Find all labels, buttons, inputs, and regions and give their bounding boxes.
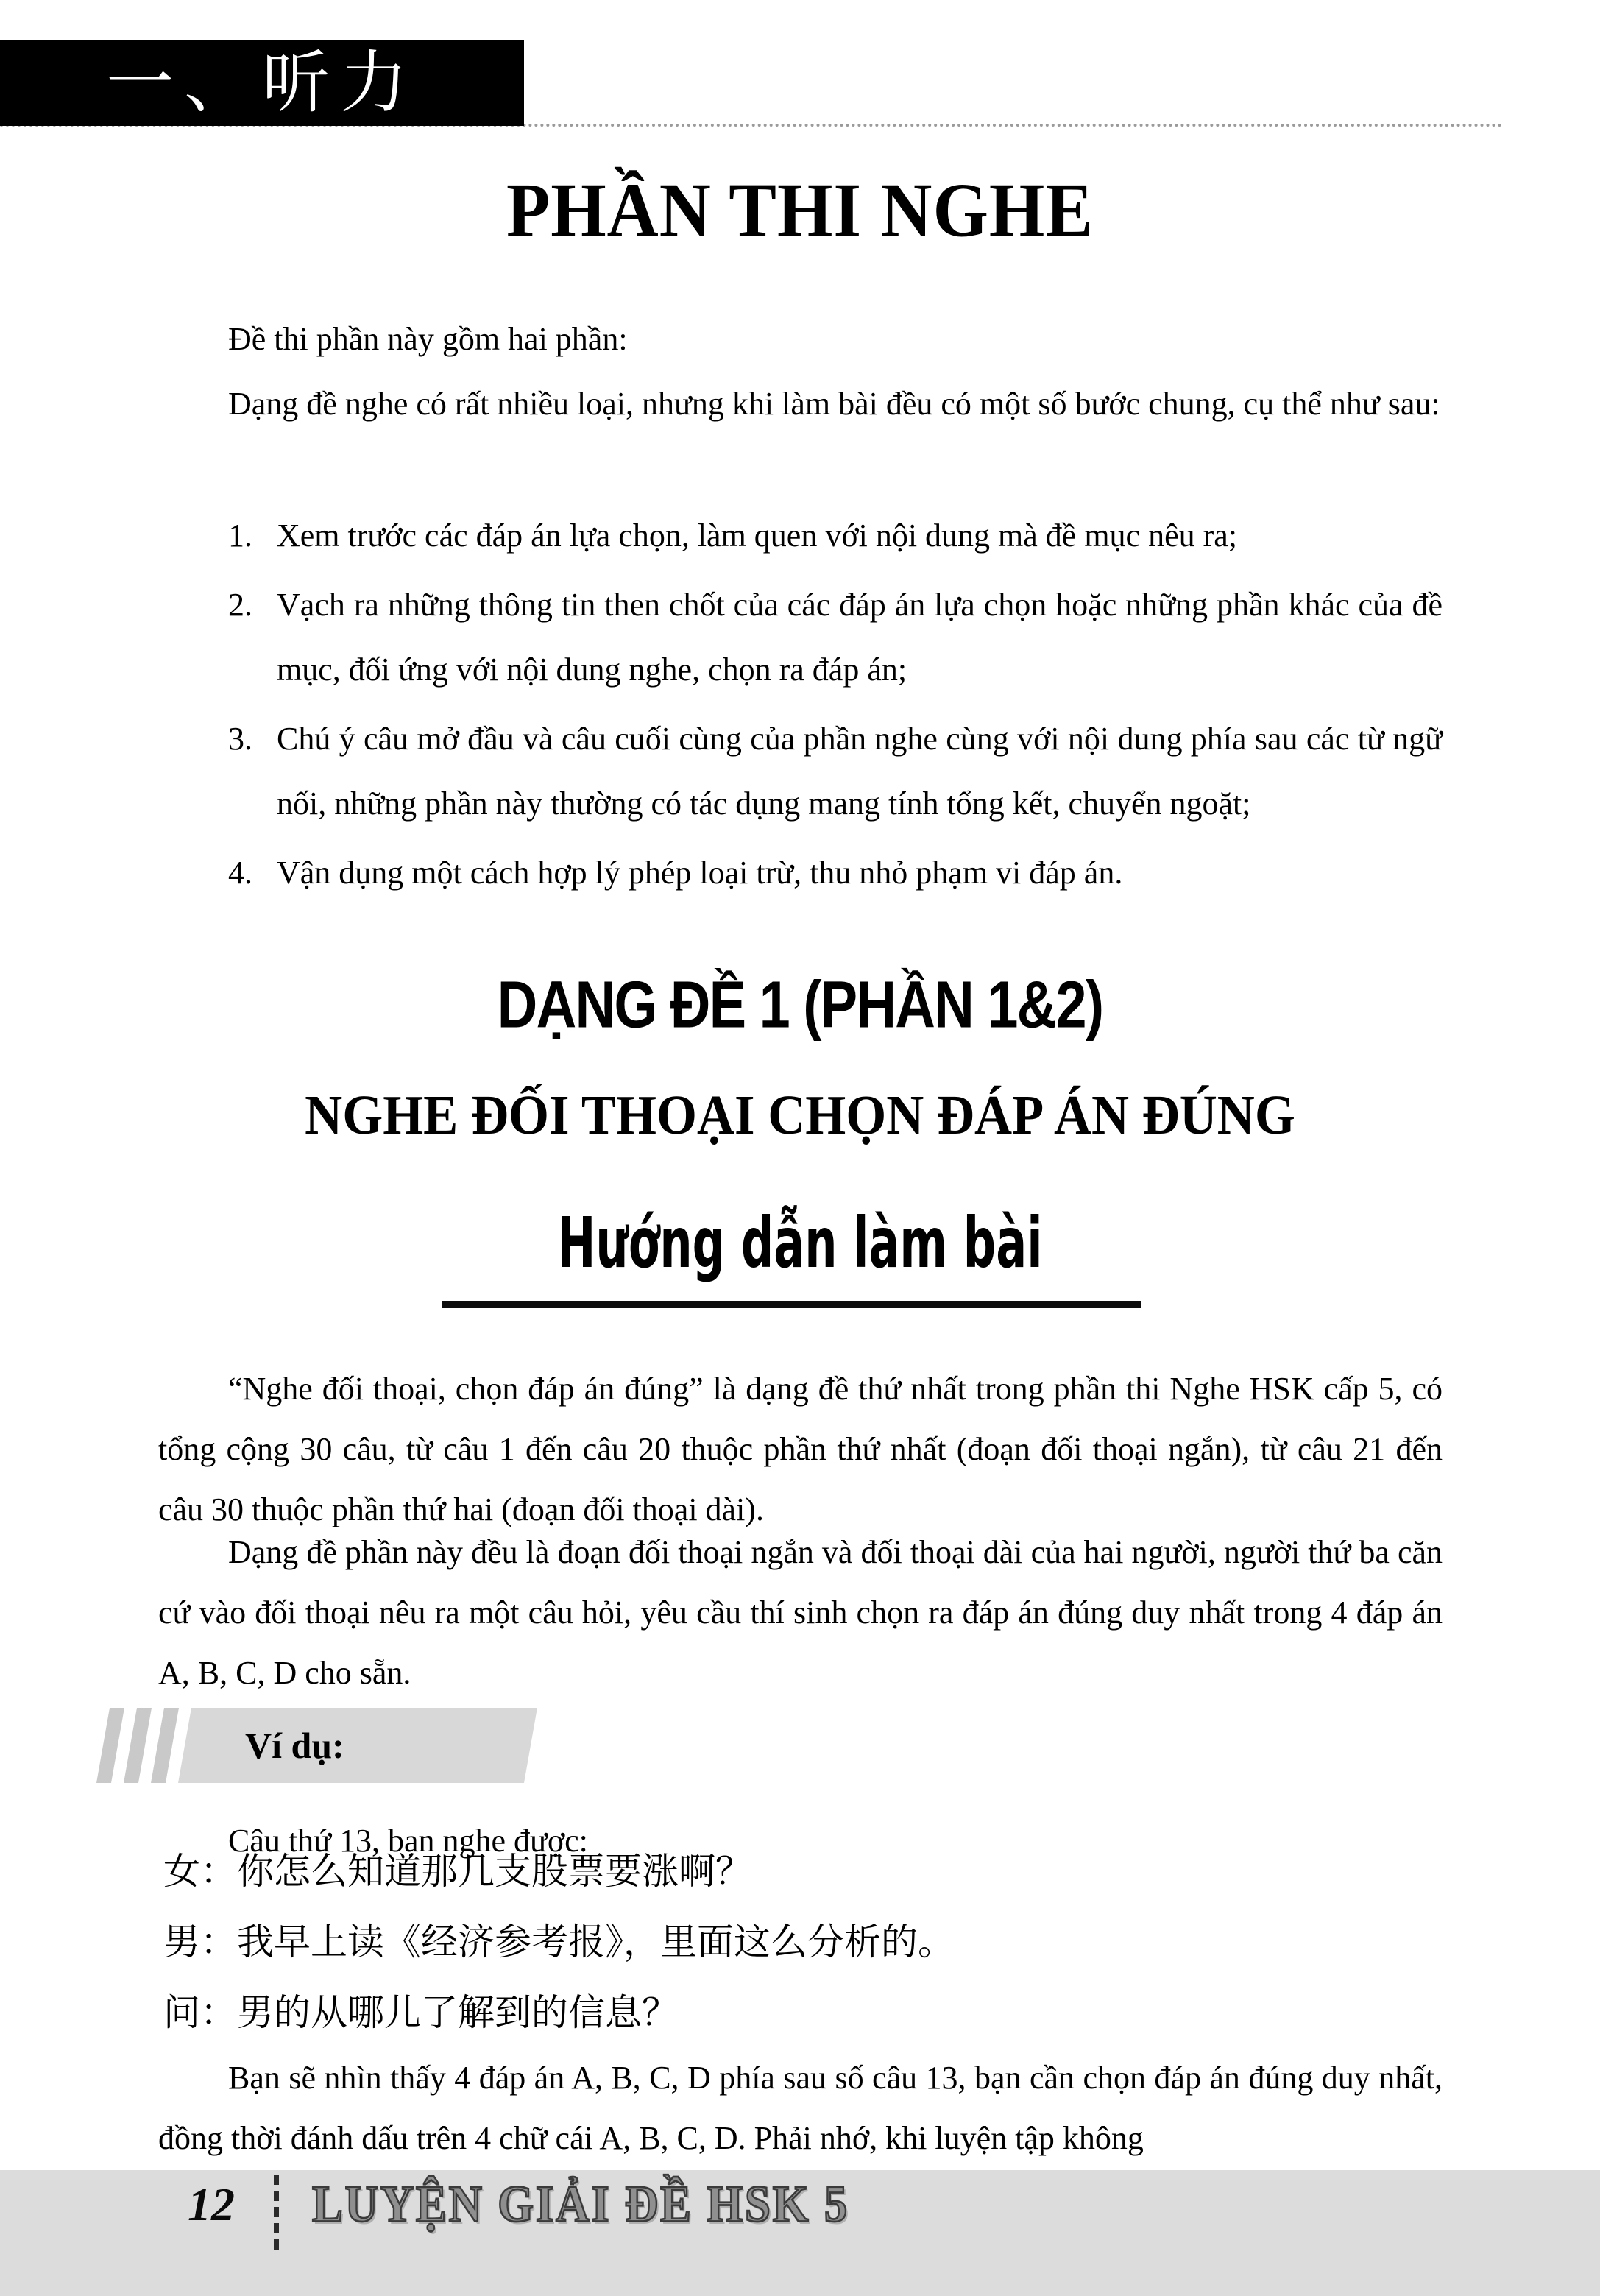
badge-stripe-icon bbox=[96, 1708, 124, 1783]
page-footer bbox=[0, 2170, 1600, 2296]
list-item-number: 3. bbox=[228, 721, 252, 757]
list-item bbox=[228, 707, 1443, 836]
subheading-huong-dan: Hướng dẫn làm bài bbox=[557, 1202, 1043, 1285]
list-item bbox=[228, 504, 1443, 568]
example-lead: Câu thứ 13, bạn nghe được: bbox=[228, 1823, 588, 1859]
example-badge bbox=[103, 1708, 531, 1783]
section-heading-nghe-doi-thoai: NGHE ĐỐI THOẠI CHỌN ĐÁP ÁN ĐÚNG bbox=[305, 1084, 1295, 1146]
intro-paragraph-1: Đề thi phần này gồm hai phần: bbox=[228, 321, 628, 357]
example-after-paragraph: Bạn sẽ nhìn thấy 4 đáp án A, B, C, D phía sau số câu 13, bạn cần chọn đáp án đúng duy nhất, đồng thời đánh dấu trên 4 chữ cái A, B, C, D. Phải nhớ, khi luyện tập không bbox=[158, 2060, 1443, 2156]
page-title: PHẦN THI NGHE bbox=[506, 167, 1094, 253]
example-dialogue bbox=[163, 1836, 1448, 2048]
dialogue-line-question: 问：男的从哪儿了解到的信息？ bbox=[163, 1991, 679, 2034]
intro-paragraph-2: Dạng đề nghe có rất nhiều loại, nhưng khi làm bài đều có một số bước chung, cụ thể như sau: bbox=[228, 386, 1440, 422]
list-item-number: 2. bbox=[228, 587, 252, 623]
footer-dotted-divider bbox=[274, 2175, 279, 2250]
listening-steps-list bbox=[228, 504, 1443, 910]
dialogue-line-man: 男：我早上读《经济参考报》，里面这么分析的。 bbox=[163, 1921, 955, 1963]
page-number: 12 bbox=[188, 2178, 235, 2230]
list-item-text: Chú ý câu mở đầu và câu cuối cùng của phần nghe cùng với nội dung phía sau các từ ngữ nối, những phần này thường có tác dụng mang tính tổng kết, chuyển ngoặt; bbox=[277, 721, 1443, 822]
list-item-text: Xem trước các đáp án lựa chọn, làm quen với nội dung mà đề mục nêu ra; bbox=[277, 518, 1238, 554]
chapter-title: 一、听力 bbox=[105, 43, 418, 122]
dialogue-line-woman: 女：你怎么知道那几支股票要涨啊？ bbox=[163, 1850, 752, 1893]
list-item-text: Vạch ra những thông tin then chốt của các đáp án lựa chọn hoặc những phần khác của đề mục, đối ứng với nội dung nghe, chọn ra đáp án; bbox=[277, 587, 1443, 688]
section-heading-dang-de: DẠNG ĐỀ 1 (PHẦN 1&2) bbox=[497, 967, 1103, 1042]
subheading-underline bbox=[442, 1301, 1141, 1308]
chapter-header-bar bbox=[0, 40, 524, 126]
badge-label: Ví dụ: bbox=[245, 1725, 344, 1766]
section-paragraph-1: “Nghe đối thoại, chọn đáp án đúng” là dạng đề thứ nhất trong phần thi Nghe HSK cấp 5, có tổng cộng 30 câu, từ câu 1 đến câu 20 thuộc phần thứ nhất (đoạn đối thoại ngắn), từ câu 21 đến câu 30 thuộc phần thứ hai (đoạn đối thoại dài). bbox=[158, 1371, 1443, 1527]
list-item bbox=[228, 841, 1443, 905]
badge-box bbox=[178, 1708, 537, 1783]
list-item-number: 4. bbox=[228, 855, 252, 891]
section-paragraph-2: Dạng đề phần này đều là đoạn đối thoại ngắn và đối thoại dài của hai người, người thứ ba căn cứ vào đối thoại nêu ra một câu hỏi, yêu cầu thí sinh chọn ra đáp án đúng duy nhất trong 4 đáp án A, B, C, D cho sẵn. bbox=[158, 1534, 1443, 1691]
badge-stripe-icon bbox=[124, 1708, 152, 1783]
book-title: LUYỆN GIẢI ĐỀ HSK 5 bbox=[312, 2175, 850, 2233]
list-item bbox=[228, 573, 1443, 702]
list-item-text: Vận dụng một cách hợp lý phép loại trừ, thu nhỏ phạm vi đáp án. bbox=[277, 855, 1123, 891]
list-item-number: 1. bbox=[228, 518, 252, 554]
badge-stripe-icon bbox=[151, 1708, 179, 1783]
